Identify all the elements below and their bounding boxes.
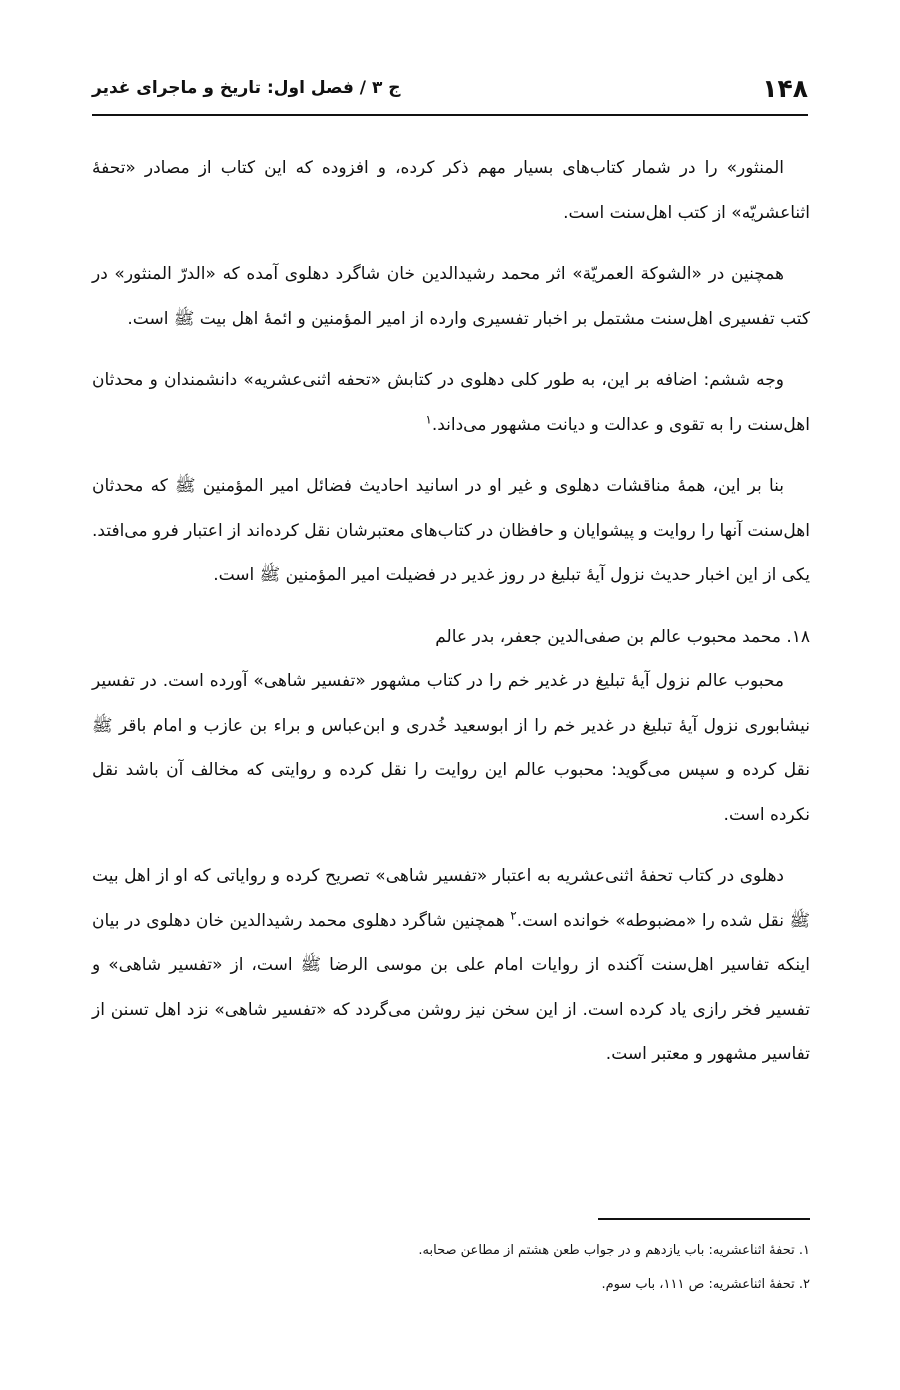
paragraph-4: بنا بر این، همهٔ مناقشات دهلوی و غیر او در اسانید احادیث فضائل امیر المؤمنین ﷺ که محدثان اهل‌سنت آنها را روایت و پیشوایان و حافظان در کتاب‌های معتبرشان نقل کرده‌اند از اعتبار فرو می‌افتد. یکی از این اخبار حدیث نزول آیهٔ تبلیغ در روز غدیر در فضیلت امیر المؤمنین ﷺ است. — [92, 476, 810, 585]
footnote-2: ۲. تحفهٔ اثناعشریه: ص ۱۱۱، باب سوم. — [601, 1277, 810, 1292]
footnote-ref-2: ۲ — [510, 907, 517, 922]
paragraph-6 — [92, 854, 810, 1077]
footnote-1: ۱. تحفهٔ اثناعشریه: باب یازدهم و در جواب طعن هشتم از مطاعن صحابه. — [418, 1243, 810, 1258]
paragraph-2: همچنین در «الشوکة العمریّة» اثر محمد رشیدالدین خان شاگرد دهلوی آمده که «الدرّ المنثور» در کتب تفسیری اهل‌سنت مشتمل بر اخبار تفسیری وارده از امیر المؤمنین و ائمهٔ اهل بیت ﷺ است. — [92, 264, 810, 329]
footnotes — [92, 1234, 810, 1302]
page-number: ۱۴۸ — [762, 73, 808, 103]
paragraph-1: المنثور» را در شمار کتاب‌های بسیار مهم ذکر کرده، و افزوده که این کتاب از مصادر «تحفهٔ اثناعشریّه» از کتب اهل‌سنت است. — [92, 158, 810, 223]
footnote-ref-1: ۱ — [425, 411, 432, 426]
page-header — [92, 62, 808, 116]
paragraph-6-text-a: دهلوی در کتاب تحفهٔ اثنی‌عشریه به اعتبار «تفسیر شاهی» تصریح کرده و روایاتی که او از اهل بیت ﷺ نقل شده را «مضبوطه» خوانده است. — [92, 866, 810, 931]
section-heading: ۱۸. محمد محبوب عالم بن صفی‌الدین جعفر، بدر عالم — [435, 626, 810, 647]
paragraph-3-text: وجه ششم: اضافه بر این، به طور کلی دهلوی در کتابش «تحفه اثنی‌عشریه» دانشمندان و محدثان اهل‌سنت را به تقوی و عدالت و دیانت مشهور می‌داند. — [92, 370, 810, 435]
footnote-divider — [598, 1218, 810, 1220]
paragraph-3 — [92, 358, 810, 447]
paragraph-5: محبوب عالم نزول آیهٔ تبلیغ در غدیر خم را در کتاب مشهور «تفسیر شاهی» آورده است. در تفسیر نیشابوری نزول آیهٔ تبلیغ در غدیر خم را از ابوسعید خُدری و ابن‌عباس و براء بن عازب و امام باقر ﷺ نقل کرده و سپس می‌گوید: محبوب عالم این روایت را نقل کرده و روایتی که مخالف آن باشد نقل نکرده است. — [92, 671, 810, 825]
body-text — [92, 146, 810, 1077]
running-title: ج ۳ / فصل اول: تاریخ و ماجرای غدیر — [92, 78, 401, 98]
paragraph-6-text-b: همچنین شاگرد دهلوی محمد رشیدالدین خان دهلوی در بیان اینکه تفاسیر اهل‌سنت آکنده از روایات امام علی بن موسی الرضا ﷺ است، از «تفسیر شاهی» و تفسیر فخر رازی یاد کرده است. از این سخن نیز روشن می‌گردد که «تفسیر شاهی» نزد اهل تسنن از تفاسیر مشهور و معتبر است. — [92, 910, 810, 1064]
